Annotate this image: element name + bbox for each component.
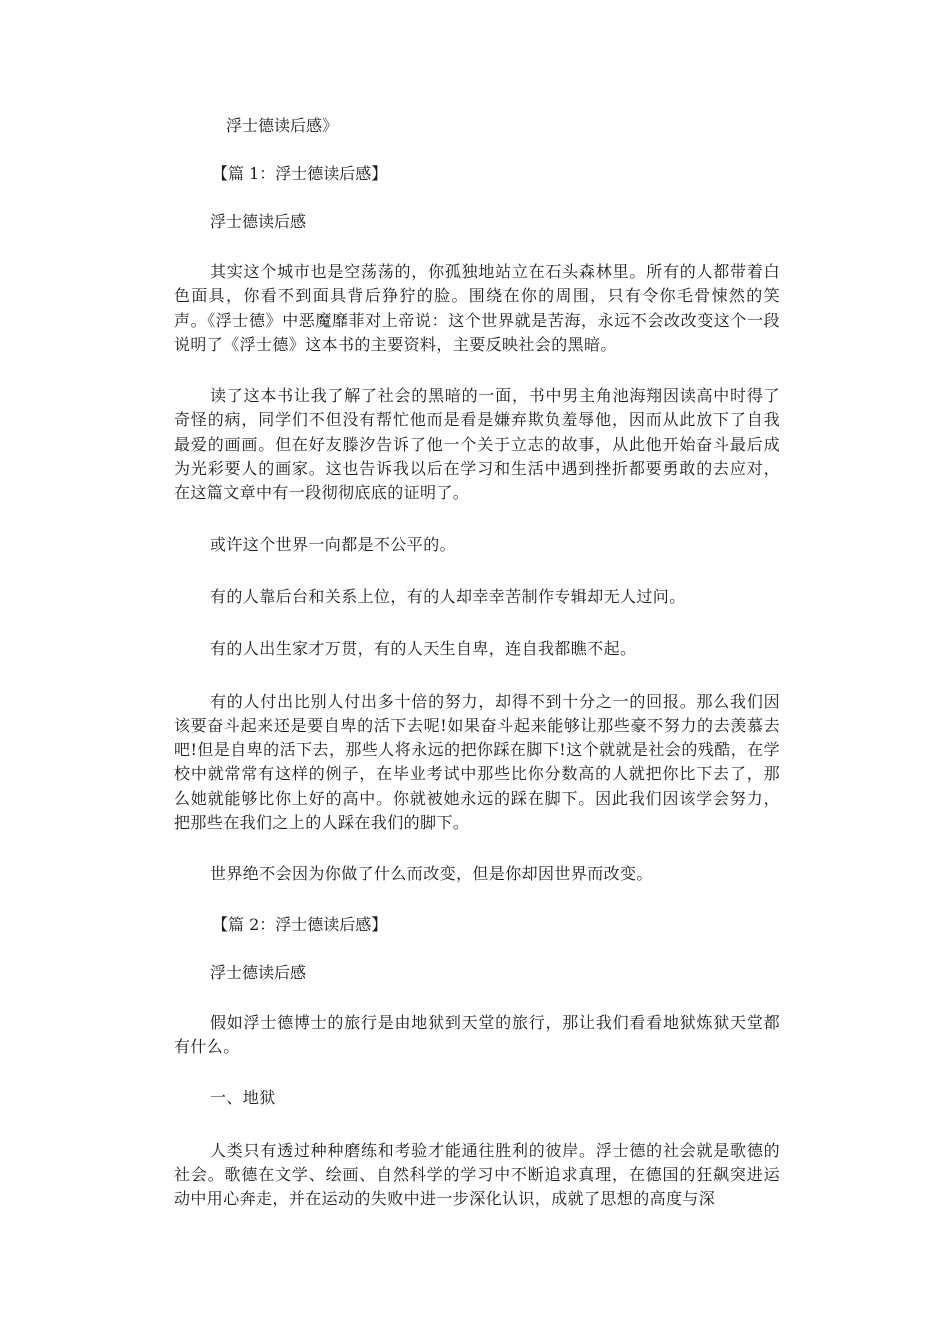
paragraph: 人类只有透过种种磨练和考验才能通往胜利的彼岸。浮士德的社会就是歌德的社会。歌德在文学、绘画、自然科学的学习中不断追求真理，在德国的狂飙突进运动中用心奔走，并在运动的失败中进一步深化认识，成就了思想的高度与深: [174, 1140, 780, 1209]
paragraph: 或许这个世界一向都是不公平的。: [210, 534, 457, 554]
paragraph: 读了这本书让我了解了社会的黑暗的一面，书中男主角池海翔因读高中时得了奇怪的病，同学们不但没有帮忙他而是看是嫌弃欺负羞辱他，因而从此放下了自我最爱的画画。但在好友滕汐告诉了他一个关于立志的故事，从此他开始奋斗最后成为光彩要人的画家。这也告诉我以后在学习和生活中遇到挫折都要勇敢的去应对，在这篇文章中有一段彻彻底底的证明了。: [174, 386, 780, 503]
subheading: 一、地狱: [210, 1088, 276, 1108]
paragraph: 世界绝不会因为你做了什么而改变，但是你却因世界而改变。: [210, 864, 653, 884]
paragraph: 其实这个城市也是空荡荡的，你孤独地站立在石头森林里。所有的人都带着白色面具，你看不到面具背后狰狞的脸。围绕在你的周围，只有令你毛骨悚然的笑声。《浮士德》中恶魔靡菲对上帝说：这个世界就是苦海，永远不会改改变这个一段说明了《浮士德》这本书的主要资料，主要反映社会的黑暗。: [174, 262, 780, 354]
document-body: [174, 116, 780, 1238]
paragraph: 有的人靠后台和关系上位，有的人却幸幸苦制作专辑却无人过问。: [210, 586, 686, 606]
paragraph: 有的人出生家才万贯，有的人天生自卑，连自我都瞧不起。: [210, 639, 637, 659]
paragraph: 有的人付出比别人付出多十倍的努力，却得不到十分之一的回报。那么我们因该要奋斗起来还是要自卑的活下去呢!如果奋斗起来能够让那些豪不努力的去羡慕去吧!但是自卑的活下去，那些人将永远的把你踩在脚下!这个就就是社会的残酷，在学校中就常常有这样的例子，在毕业考试中那些比你分数高的人就把你比下去了，那么她就能够比你上好的高中。你就被她永远的踩在脚下。因此我们因该学会努力，把那些在我们之上的人踩在我们的脚下。: [174, 691, 780, 833]
section-1-header: 【篇 1：浮士德读后感】: [212, 164, 388, 183]
section-2-header: 【篇 2：浮士德读后感】: [212, 914, 388, 934]
section-2-subtitle: 浮士德读后感: [210, 962, 307, 982]
paragraph: 假如浮士德博士的旅行是由地狱到天堂的旅行，那让我们看看地狱炼狱天堂都有什么。: [174, 1012, 780, 1056]
section-1-subtitle: 浮士德读后感: [210, 212, 307, 231]
document-title: 浮士德读后感》: [226, 116, 339, 135]
